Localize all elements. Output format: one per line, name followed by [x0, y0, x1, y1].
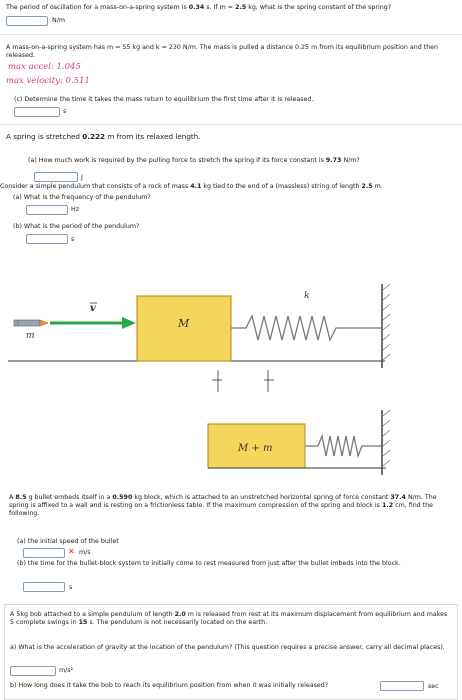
q2-answer-input[interactable]	[14, 107, 60, 117]
divider	[0, 124, 462, 125]
q2-unit: s	[63, 108, 67, 115]
q1-text-a: The period of oscillation for a mass-on-a-spring system is	[6, 4, 189, 11]
q3-answer-input[interactable]	[34, 172, 78, 182]
q4-text-a: Consider a simple pendulum that consists of a rock of mass	[0, 183, 191, 190]
q3-text-b: m from its relaxed length.	[105, 132, 201, 141]
q1-answer-input[interactable]	[6, 16, 48, 26]
q5-speed-input[interactable]	[23, 548, 65, 558]
q2-handwritten-accel: max accel: 1.045	[8, 62, 81, 72]
q5-part-a: (a) the initial speed of the bullet	[17, 538, 119, 545]
q6-unit-a: m/s²	[59, 667, 74, 674]
block-label: M	[178, 317, 190, 330]
q1-text-c: kg, what is the spring constant of the spring?	[246, 4, 392, 11]
q1-period: 0.34	[188, 4, 205, 11]
q5-time-input[interactable]	[23, 582, 65, 592]
q6-text-c: s. The pendulum is not necessarily located on the earth.	[87, 619, 268, 627]
q3-prompt	[6, 132, 201, 141]
bullet	[14, 320, 48, 326]
q5-text-a: A	[9, 494, 16, 501]
q4-period-input[interactable]	[26, 234, 68, 244]
q5-unit-b: s	[69, 584, 73, 591]
bullet-block-spring-figure	[0, 276, 462, 491]
q6-part-b: b) How long does it take the bob to reach its equilibrium position from when it was initially released?	[10, 682, 329, 689]
q3-unit: J	[81, 174, 83, 181]
q5-prompt	[9, 494, 453, 519]
q3-part-a	[28, 157, 360, 165]
q5-text-d: N/m. The spring is affixed to a wall and is resting on a frictionless table. If the maximum compression of the spring and block is	[9, 494, 437, 510]
q4-part-b: (b) What is the period of the pendulum?	[13, 223, 140, 230]
q6-text-a: A 5kg bob attached to a simple pendulum of length	[10, 611, 175, 618]
spring-label: k	[304, 291, 310, 301]
q2-part-c: (c) Determine the time it takes the mass return to equilibrium the first time after it is released.	[14, 96, 314, 103]
upper-wall-hatch	[383, 284, 390, 360]
q6-part-a: a) What is the acceleration of gravity at the location of the pendulum? (This question requires a precise answer, carry all decimal places).	[10, 644, 445, 651]
incorrect-x-icon: ✕	[68, 547, 75, 556]
q6-time-input[interactable]	[380, 681, 424, 691]
velocity-label: v	[90, 303, 96, 314]
q5-text-b: g bullet embeds itself in a	[26, 494, 113, 501]
q1-mass: 2.5	[235, 4, 247, 11]
q1-text-b: s. If m =	[204, 4, 236, 11]
q5-text-e: cm, find the following.	[9, 502, 434, 518]
divider	[0, 34, 462, 35]
q5-bullet-mass: 8.5	[15, 494, 27, 501]
combined-label: M + m	[238, 443, 273, 454]
q1-unit: N/m	[52, 17, 65, 24]
upper-spring	[231, 316, 382, 340]
q6-unit-b: sec	[428, 683, 439, 690]
lower-spring	[305, 436, 382, 456]
q6-text-b: m is released from rest at its maximum displacement from equilibrium and makes 5 complete swings in	[10, 611, 448, 627]
q3-part-a-unit: N/m?	[341, 157, 360, 164]
q5-block-mass: 0.590	[112, 494, 133, 501]
q6-time: 15	[78, 619, 88, 627]
q2-handwritten-velocity: max velocity: 0.511	[6, 76, 90, 86]
q6-prompt	[10, 611, 450, 627]
q4-length: 2.5	[361, 183, 373, 190]
q4-unit-a: Hz	[71, 206, 80, 213]
q5-text-c: kg block, which is attached to an unstretched horizontal spring of force constant	[132, 494, 391, 501]
q5-k: 37.4	[390, 494, 406, 501]
q5-unit-a: m/s	[79, 549, 91, 556]
velocity-arrowhead	[122, 317, 136, 329]
q3-k: 9.73	[325, 157, 342, 164]
lower-wall-hatch	[383, 410, 390, 466]
q3-distance: 0.222	[82, 132, 106, 141]
q6-length: 2.0	[174, 611, 186, 618]
q5-compression: 1.2	[381, 502, 394, 510]
q3-text-a: A spring is stretched	[6, 132, 83, 141]
q3-part-a-text: (a) How much work is required by the pulling force to stretch the spring if its force constant is	[28, 157, 326, 164]
q6-gravity-input[interactable]	[10, 666, 56, 676]
q2-prompt: A mass-on-a-spring system has m = 55 kg and k = 230 N/m. The mass is pulled a distance 0.25 m from its equilibrium position and then released.	[6, 44, 439, 60]
q4-text-c: m.	[372, 183, 383, 190]
q4-text-b: kg tied to the end of a (massless) string of length	[201, 183, 362, 190]
q4-part-a: (a) What is the frequency of the pendulum?	[13, 194, 151, 201]
q5-part-b: (b) the time for the bullet-block system to initially come to rest measured from just after the bullet imbeds into the block.	[17, 560, 401, 567]
q1-prompt	[6, 4, 391, 12]
q4-frequency-input[interactable]	[26, 205, 68, 215]
q4-mass: 4.1	[190, 183, 202, 190]
q4-prompt	[0, 183, 383, 191]
q4-unit-b: s	[71, 236, 75, 243]
bullet-label: m	[26, 331, 35, 341]
